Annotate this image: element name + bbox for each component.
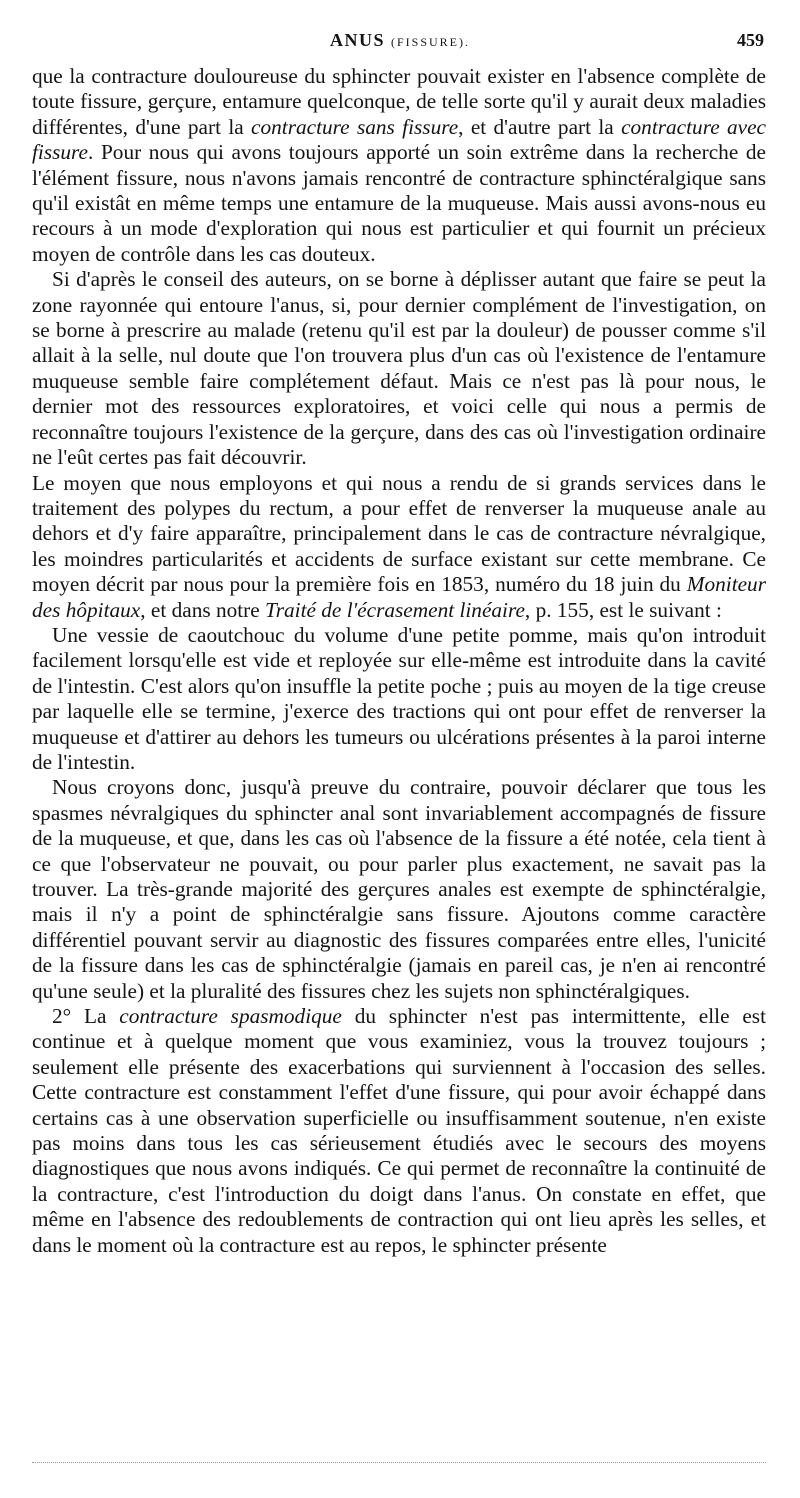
paragraph-text: du sphincter n'est pas intermittente, elle est continue et à quelque moment que vous examiniez, vous la trouvez toujours ; seulement elle présente des exacerbations qui surviennent à l'occasion des selles. Cette contracture est constamment l'effet d'une fissure, qui pour avoir échappé dans certains cas à une observation superficielle ou insuffisamment soutenue, n'en existe pas moins dans tous les cas sérieusement étudiés avec le secours des moyens diagnostiques que nous avons indiqués. Ce qui permet de reconnaître la continuité de la contracture, c'est l'introduction du doigt dans l'anus. On constate en effet, que même en l'absence des redoublements de contraction qui ont lieu après les selles, et dans le moment où la contracture est au repos, le sphincter présente [32, 1004, 766, 1257]
paragraph-text: . Pour nous qui avons toujours apporté un soin extrême dans la recherche de l'élément fissure, nous n'avons jamais rencontré de contracture sphinctéralgique sans qu'il existât en même temps une entamure de la muqueuse. Mais aussi avons-nous eu recours à un mode d'exploration qui nous est particulier et qui fournit un précieux moyen de contrôle dans les cas douteux. [32, 140, 766, 266]
paragraph-text: , et d'autre part la [458, 114, 622, 139]
italic-text: contracture spasmodique [119, 1004, 342, 1029]
footer-dotted-rule [32, 1462, 766, 1463]
paragraph [32, 64, 766, 267]
paragraph [32, 267, 766, 470]
paragraph-text: 2° La [52, 1004, 120, 1029]
paragraph [32, 623, 766, 775]
running-title [30, 30, 770, 51]
italic-text: contracture sans fissure [251, 114, 459, 139]
paragraph-text: Le moyen que nous employons et qui nous a rendu de si grands services dans le traitement des polypes du rectum, a pour effet de renverser la muqueuse anale au dehors et d'y faire apparaître, principalement dans le cas de contracture névralgique, les moindres particularités et accidents de surface existant sur cette membrane. Ce moyen décrit par nous pour la première fois en 1853, numéro du 18 juin du [32, 470, 766, 597]
paragraph-text: , p. 155, est le suivant : [524, 597, 722, 622]
paragraph [32, 1004, 766, 1258]
paragraph-text: Une vessie de caoutchouc du volume d'une petite pomme, mais qu'on introduit facilement lorsqu'elle est vide et reployée sur elle-même est introduite dans la cavité de l'intestin. C'est alors qu'on insuffle la petite poche ; puis au moyen de la tige creuse par laquelle elle se termine, j'exerce des tractions qui ont pour effet de renverser la muqueuse et d'attirer au dehors les tumeurs ou ulcérations présentes à la paroi interne de l'intestin. [32, 622, 766, 774]
paragraph [32, 471, 766, 623]
page-number: 459 [737, 30, 764, 50]
paragraph-text: , et dans notre [140, 597, 266, 622]
paragraph-text: Nous croyons donc, jusqu'à preuve du contraire, pouvoir déclarer que tous les spasmes névralgiques du sphincter anal sont invariablement accompagnés de fissure de la muqueuse, et que, dans les cas où l'absence de la fissure a été notée, cela tient à ce que l'observateur ne pouvait, ou pour parler plus exactement, ne savait pas la trouver. La très-grande majorité des gerçures anales est exempte de sphinctéralgie, mais il n'y a point de sphinctéralgie sans fissure. Ajoutons comme caractère différentiel pouvant servir au diagnostic des fissures comparées entre elles, l'unicité de la fissure dans les cas de sphinctéralgie (jamais en pareil cas, je n'en ai rencontré qu'une seule) et la pluralité des fissures chez les sujets non sphinctéralgiques. [32, 775, 766, 1003]
italic-text: Traité de l'écrasement linéaire [265, 597, 525, 622]
italic-text: Moniteur des hôpitaux [32, 572, 766, 622]
body-text [32, 64, 766, 1258]
running-title-main: ANUS [329, 30, 385, 50]
running-title-sub: (FISSURE). [391, 35, 471, 49]
paragraph-text: que la contracture douloureuse du sphincter pouvait exister en l'absence complète de toute fissure, gerçure, entamure quelconque, de telle sorte qu'il y aurait deux maladies différentes, d'une part la [32, 64, 766, 139]
italic-text: contracture avec fissure [32, 114, 766, 165]
paragraph [32, 775, 766, 1004]
running-head [30, 30, 770, 58]
paragraph-text: Si d'après le conseil des auteurs, on se borne à déplisser autant que faire se peut la zone rayonnée qui entoure l'anus, si, pour dernier complément de l'investigation, on se borne à prescrire au malade (retenu qu'il est par la douleur) de pousser comme s'il allait à la selle, nul doute que l'on trouvera plus d'un cas où l'existence de l'entamure muqueuse semble faire complétement défaut. Mais ce n'est pas là pour nous, le dernier mot des ressources exploratoires, et voici celle qui nous a permis de reconnaître toujours l'existence de la gerçure, dans des cas où l'investigation ordinaire ne l'eût certes pas fait découvrir. [32, 267, 766, 470]
